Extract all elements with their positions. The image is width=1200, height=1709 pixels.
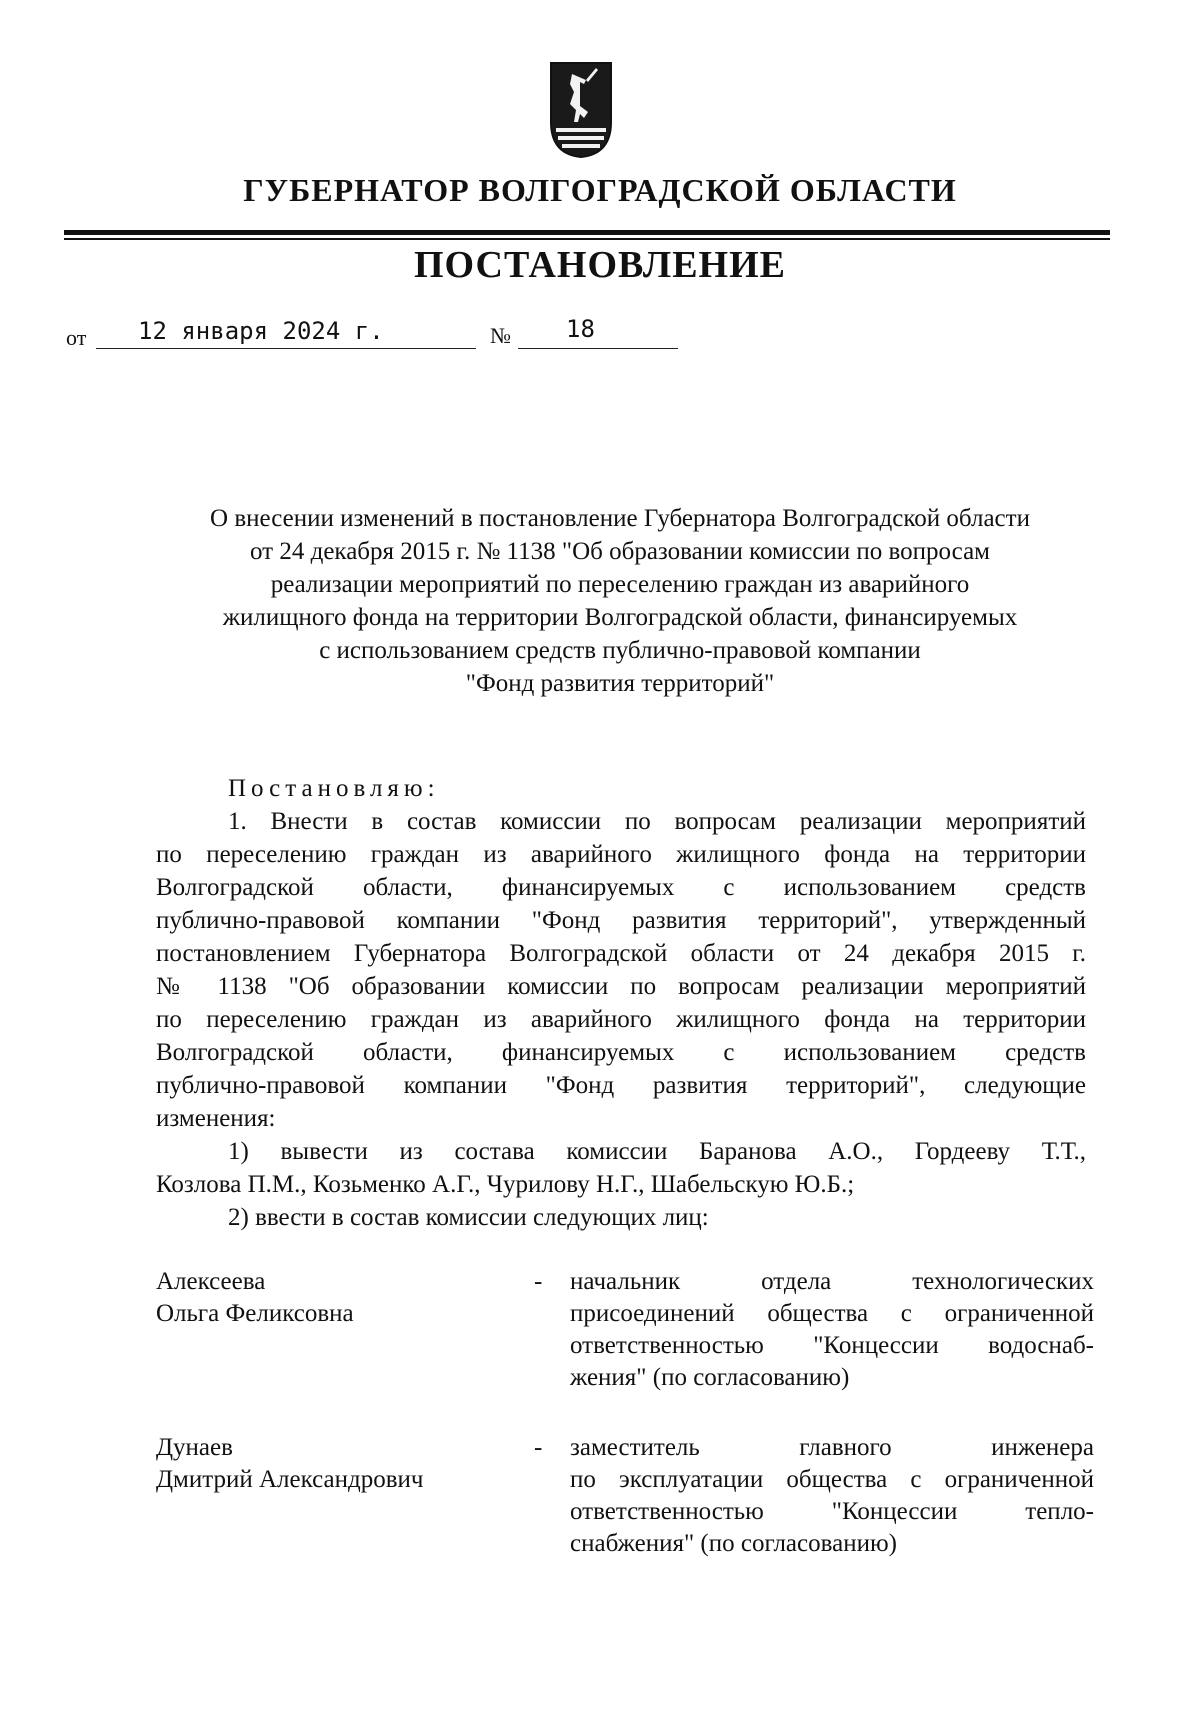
- position-line: присоединений общества с ограниченной: [570, 1300, 1094, 1327]
- position-line: по эксплуатации общества с ограниченной: [570, 1466, 1094, 1493]
- org-title: ГУБЕРНАТОР ВОЛГОГРАДСКОЙ ОБЛАСТИ: [243, 172, 957, 208]
- item1-line: 1. Внести в состав комиссии по вопросам реализации мероприятий: [228, 808, 1086, 835]
- document-date: 12 января 2024 г.: [138, 317, 384, 345]
- item1-line: по переселению граждан из аварийного жилищного фонда на территории: [156, 1006, 1086, 1033]
- item1-line: Волгоградской области, финансируемых с использованием средств: [156, 1039, 1086, 1066]
- subject-line: от 24 декабря 2015 г. № 1138 "Об образовании комиссии по вопросам: [250, 538, 990, 565]
- person-surname: Дунаев: [156, 1434, 233, 1461]
- position-line: ответственностью "Концессии тепло-: [570, 1498, 1094, 1525]
- position-line: заместитель главного инженера: [570, 1434, 1094, 1461]
- number-underline: [518, 348, 678, 349]
- header-rule-thick: [64, 230, 1110, 235]
- document-subject: [150, 502, 1090, 700]
- document-type-title: ПОСТАНОВЛЕНИЕ: [413, 244, 787, 286]
- item1-line: изменения:: [156, 1105, 276, 1132]
- position-line: снабжения" (по согласованию): [570, 1530, 897, 1557]
- document-body: [156, 772, 1086, 1234]
- item1-line: Волгоградской области, финансируемых с использованием средств: [156, 874, 1086, 901]
- position-line: начальник отдела технологических: [570, 1268, 1094, 1295]
- date-number-row: [0, 315, 1200, 355]
- person-dash: -: [534, 1268, 543, 1295]
- subitem1-line: 1) вывести из состава комиссии Баранова А.О., Гордееву Т.Т.,: [228, 1138, 1086, 1165]
- position-line: ответственностью "Концессии водоснаб-: [570, 1332, 1094, 1359]
- header-rule-thin: [64, 238, 1110, 240]
- person-given-names: Дмитрий Александрович: [156, 1466, 424, 1493]
- document-number: 18: [566, 315, 595, 343]
- person-position: [570, 1266, 1094, 1394]
- item1-line: постановлением Губернатора Волгоградской области от 24 декабря 2015 г.: [156, 940, 1086, 967]
- subject-line: реализации мероприятий по переселению граждан из аварийного: [270, 571, 970, 598]
- item1-line: публично-правовой компании "Фонд развития территорий", утвержденный: [156, 907, 1086, 934]
- emblem-icon: [550, 62, 612, 158]
- person-name: [156, 1266, 516, 1330]
- position-line: жения" (по согласованию): [570, 1364, 850, 1391]
- decree-word: Постановляю:: [228, 775, 440, 802]
- subject-line: О внесении изменений в постановление Губернатора Волгоградской области: [210, 505, 1030, 532]
- date-underline: [96, 348, 476, 349]
- subject-line: жилищного фонда на территории Волгоградской области, финансируемых: [222, 604, 1018, 631]
- subject-line: с использованием средств публично-правовой компании: [319, 637, 921, 664]
- person-surname: Алексеева: [156, 1268, 266, 1295]
- item1-line: по переселению граждан из аварийного жилищного фонда на территории: [156, 841, 1086, 868]
- subject-line: "Фонд развития территорий": [465, 670, 775, 697]
- person-dash: -: [534, 1434, 543, 1461]
- date-prefix: от: [66, 325, 87, 350]
- subitem1-line: Козлова П.М., Козьменко А.Г., Чурилову Н.Г., Шабельскую Ю.Б.;: [156, 1171, 855, 1198]
- item1-line: публично-правовой компании "Фонд развития территорий", следующие: [156, 1072, 1086, 1099]
- item1-line: № 1138 "Об образовании комиссии по вопросам реализации мероприятий: [156, 973, 1086, 1000]
- subitem2-line: 2) ввести в состав комиссии следующих лиц:: [228, 1204, 709, 1231]
- coat-of-arms-emblem: [550, 62, 612, 158]
- person-name: [156, 1432, 516, 1496]
- number-prefix: №: [490, 323, 511, 348]
- person-position: [570, 1432, 1094, 1560]
- person-given-names: Ольга Феликсовна: [156, 1300, 354, 1327]
